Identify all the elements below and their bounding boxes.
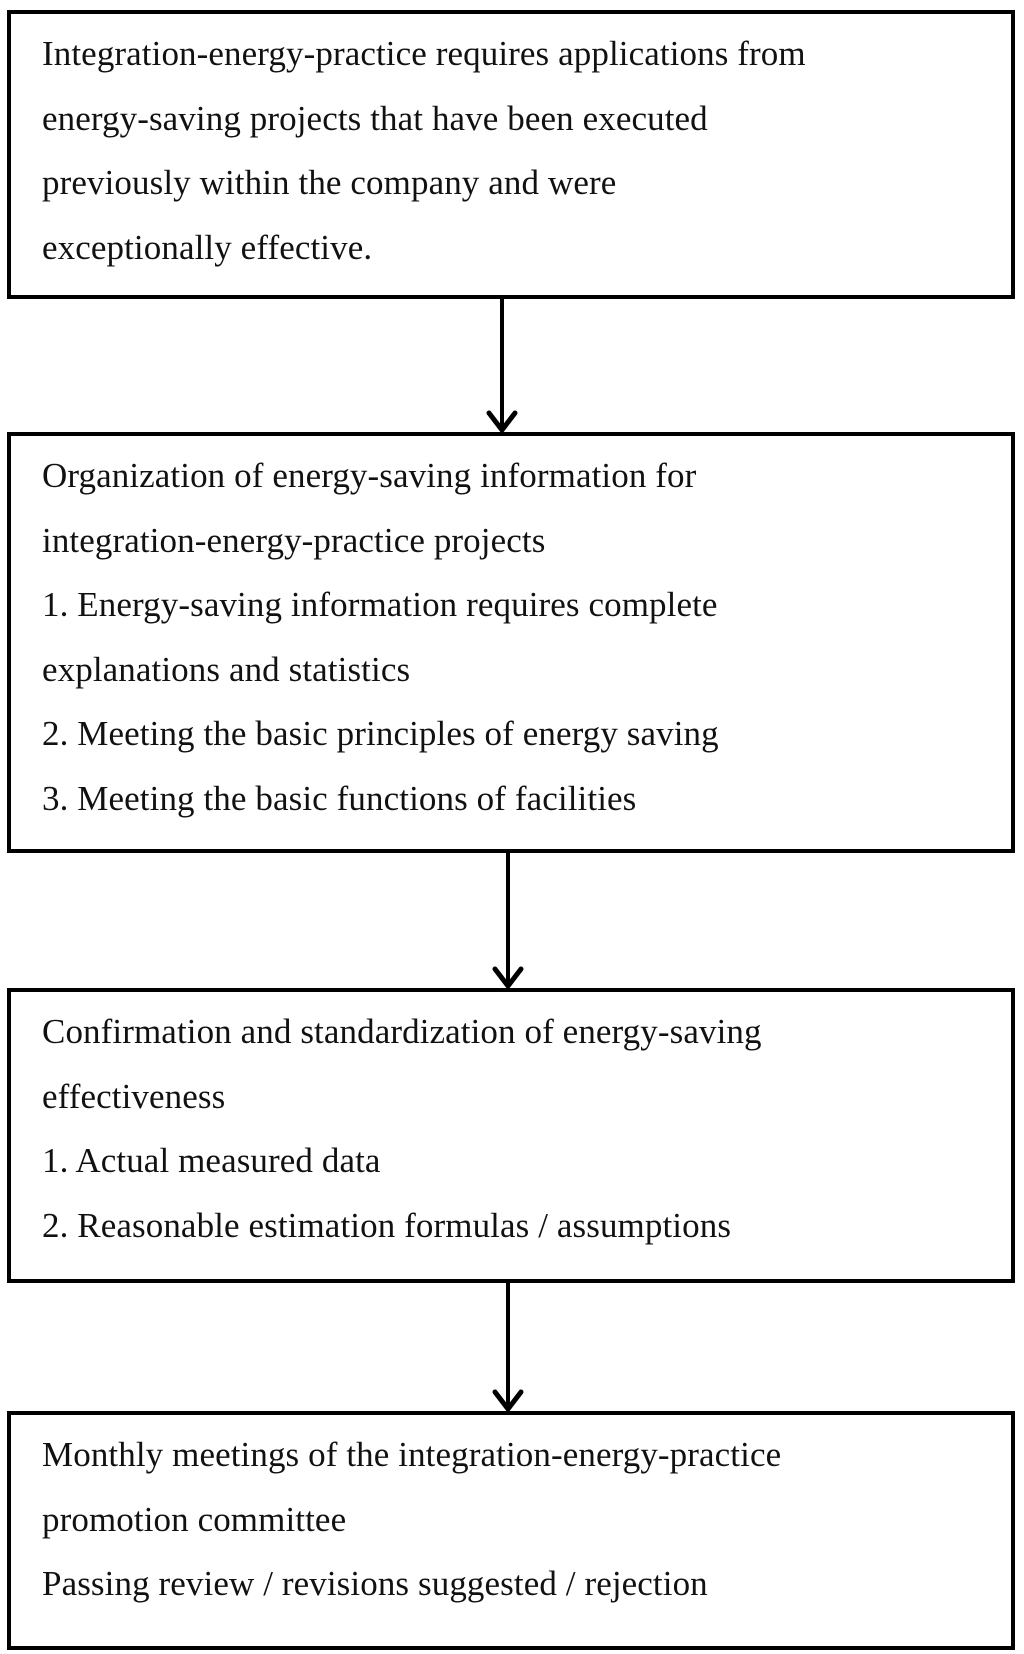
step-text-line: 2. Reasonable estimation formulas / assumptions bbox=[42, 1205, 732, 1245]
arrow-down-icon bbox=[488, 1283, 528, 1411]
step-text-line: Integration-energy-practice requires applications from bbox=[42, 34, 806, 73]
flow-step-confirmation bbox=[7, 988, 1015, 1283]
step-text-line: explanations and statistics bbox=[42, 649, 411, 689]
step-text-line: energy-saving projects that have been executed bbox=[42, 98, 708, 138]
arrow-down-icon bbox=[482, 299, 522, 432]
step-text-line: integration-energy-practice projects bbox=[42, 520, 546, 560]
step-text-line: exceptionally effective. bbox=[42, 227, 373, 267]
step-text-line: effectiveness bbox=[42, 1076, 226, 1116]
step-text-line: promotion committee bbox=[42, 1499, 347, 1539]
step-text-line: previously within the company and were bbox=[42, 163, 617, 202]
step-text-line: 1. Energy-saving information requires complete bbox=[42, 585, 718, 624]
flow-step-applications bbox=[7, 10, 1015, 299]
step-text-line: Organization of energy-saving information for bbox=[42, 456, 697, 495]
step-text-line: Passing review / revisions suggested / rejection bbox=[42, 1564, 708, 1603]
step-text-line: 2. Meeting the basic principles of energy saving bbox=[42, 714, 719, 753]
step-text-line: Confirmation and standardization of energy-saving bbox=[42, 1012, 762, 1051]
step-text-line: Monthly meetings of the integration-energy-practice bbox=[42, 1435, 782, 1474]
step-text-line: 1. Actual measured data bbox=[42, 1141, 381, 1180]
flow-step-organization bbox=[7, 432, 1015, 853]
flow-step-committee-review bbox=[7, 1411, 1015, 1650]
step-text-line: 3. Meeting the basic functions of facilities bbox=[42, 778, 637, 818]
arrow-down-icon bbox=[488, 853, 528, 988]
